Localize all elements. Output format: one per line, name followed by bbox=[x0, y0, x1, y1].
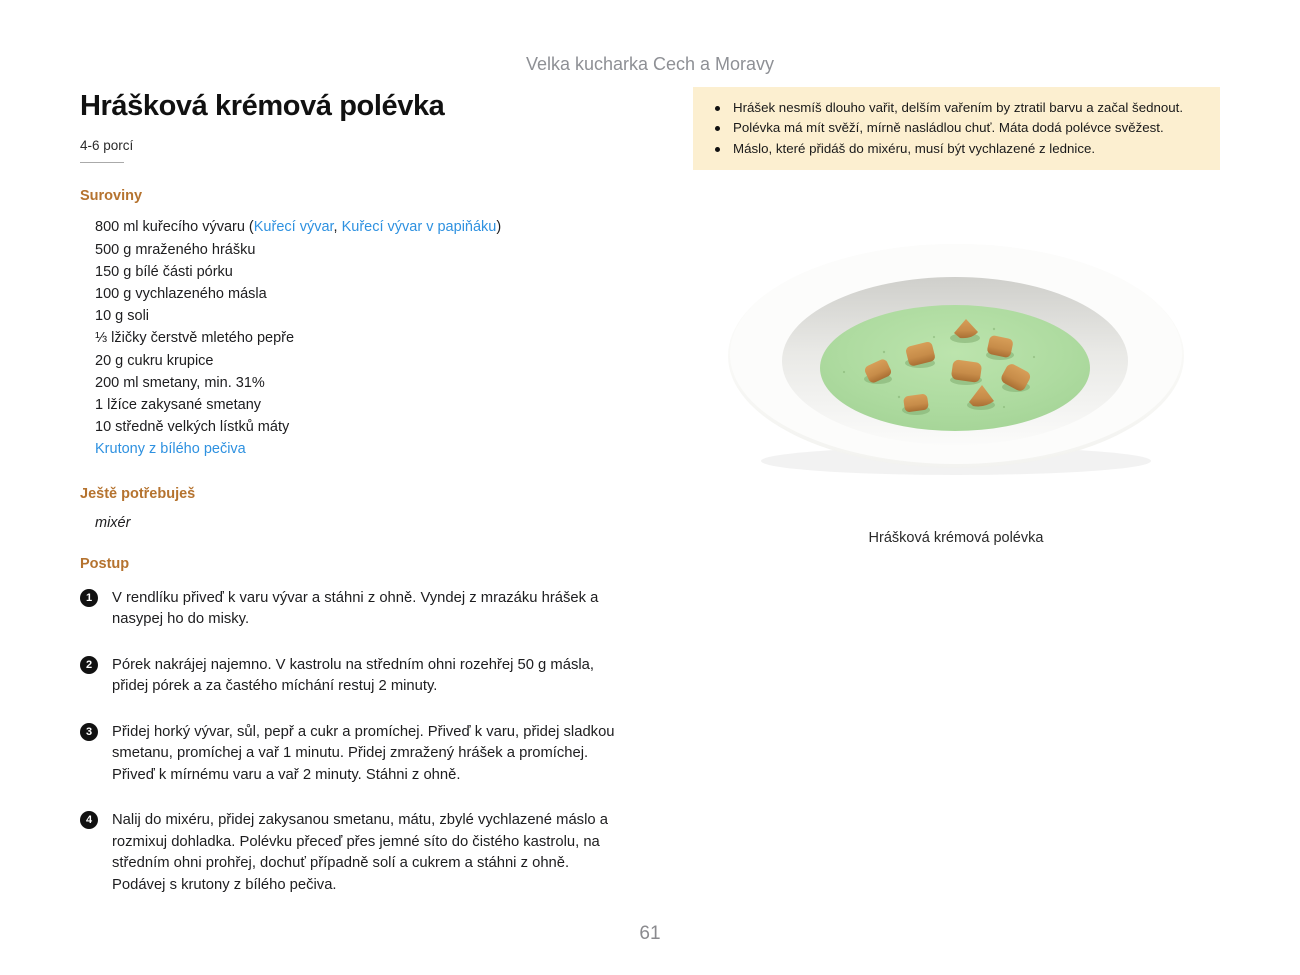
book-title-header: Velka kucharka Cech a Moravy bbox=[525, 54, 775, 74]
ingredient-text: 800 ml kuřecího vývaru ( bbox=[95, 219, 254, 236]
step-number-badge: 2 bbox=[80, 656, 98, 674]
ingredient-item: 1 lžíce zakysané smetany bbox=[95, 396, 262, 413]
step-text: Nalij do mixéru, přidej zakysanou smetanu, mátu, zbylé vychlazené máslo a rozmixuj dohladka. Polévku přeceď přes jemné síto do čistého kastrolu, na středním ohni prohřej, dochuť případně solí a cukrem a stáhni z ohně. Podávej s krutony z bílého pečiva. bbox=[112, 812, 608, 893]
ingredient-item bbox=[95, 216, 640, 238]
section-heading-ingredients: Suroviny bbox=[80, 188, 143, 205]
method-step bbox=[80, 810, 640, 896]
tip-item bbox=[707, 118, 1202, 138]
tip-item bbox=[707, 98, 1202, 118]
photo-caption: Hrášková krémová polévka bbox=[868, 530, 1044, 546]
ingredient-item: 10 g soli bbox=[95, 308, 150, 325]
ingredients-list bbox=[80, 216, 640, 460]
page-title: Hrášková krémová polévka bbox=[80, 90, 445, 122]
link-kureci-vyvar[interactable]: Kuřecí vývar bbox=[253, 219, 334, 236]
ingredient-item: 100 g vychlazeného másla bbox=[95, 285, 267, 302]
soup-plate-illustration bbox=[694, 237, 1218, 487]
tip-item bbox=[707, 139, 1202, 159]
ingredient-item bbox=[95, 438, 640, 460]
servings-divider bbox=[80, 162, 124, 163]
ingredient-item: 150 g bílé části pórku bbox=[95, 263, 233, 280]
servings-label: 4-6 porcí bbox=[80, 138, 134, 154]
ingredient-text: ) bbox=[496, 219, 502, 236]
ingredient-item: 20 g cukru krupice bbox=[95, 352, 214, 369]
tips-list bbox=[707, 98, 1202, 159]
step-number-badge: 4 bbox=[80, 811, 98, 829]
ingredient-item: 500 g mraženého hrášku bbox=[95, 241, 256, 258]
method-step bbox=[80, 655, 640, 698]
ingredient-item: ⅓ lžičky čerstvě mletého pepře bbox=[95, 330, 295, 347]
method-steps bbox=[80, 588, 640, 897]
bullet-icon bbox=[715, 147, 720, 152]
section-heading-also-need: Ještě potřebuješ bbox=[80, 485, 196, 502]
tip-text: Polévka má mít svěží, mírně nasládlou chuť. Máta dodá polévce svěžest. bbox=[733, 120, 1164, 136]
step-number-badge: 3 bbox=[80, 723, 98, 741]
link-krutony[interactable]: Krutony z bílého pečiva bbox=[95, 441, 246, 458]
equipment-item: mixér bbox=[95, 514, 131, 531]
tip-text: Máslo, které přidáš do mixéru, musí být vychlazené z lednice. bbox=[733, 140, 1096, 156]
ingredient-text: , bbox=[333, 219, 342, 236]
step-text: Přidej horký vývar, sůl, pepř a cukr a promíchej. Přiveď k varu, přidej sladkou smetanu, promíchej a vař 1 minutu. Přidej zmražený hrášek a promíchej. Přiveď k mírnému varu a vař 2 minuty. Stáhni z ohně. bbox=[112, 723, 615, 783]
ingredient-item: 200 ml smetany, min. 31% bbox=[95, 374, 265, 391]
page-number: 61 bbox=[639, 923, 661, 944]
bullet-icon bbox=[715, 126, 720, 131]
step-number-badge: 1 bbox=[80, 589, 98, 607]
tip-text: Hrášek nesmíš dlouho vařit, delším vařením by ztratil barvu a začal šednout. bbox=[733, 100, 1184, 115]
step-text: Pórek nakrájej najemno. V kastrolu na středním ohni rozehřej 50 g másla, přidej pórek a za častého míchání restuj 2 minuty. bbox=[112, 656, 594, 695]
bullet-icon bbox=[715, 106, 720, 111]
recipe-column bbox=[80, 90, 640, 920]
step-text: V rendlíku přiveď k varu vývar a stáhni z ohně. Vyndej z mrazáku hrášek a nasypej ho do misky. bbox=[112, 589, 599, 628]
link-kureci-vyvar-v-papinaku[interactable]: Kuřecí vývar v papiňáku bbox=[341, 219, 497, 236]
method-step bbox=[80, 588, 640, 631]
section-heading-method: Postup bbox=[80, 555, 130, 572]
ingredient-item: 10 středně velkých lístků máty bbox=[95, 419, 290, 436]
soup-photo bbox=[694, 237, 1218, 492]
tips-box bbox=[693, 87, 1220, 170]
method-step bbox=[80, 722, 640, 787]
